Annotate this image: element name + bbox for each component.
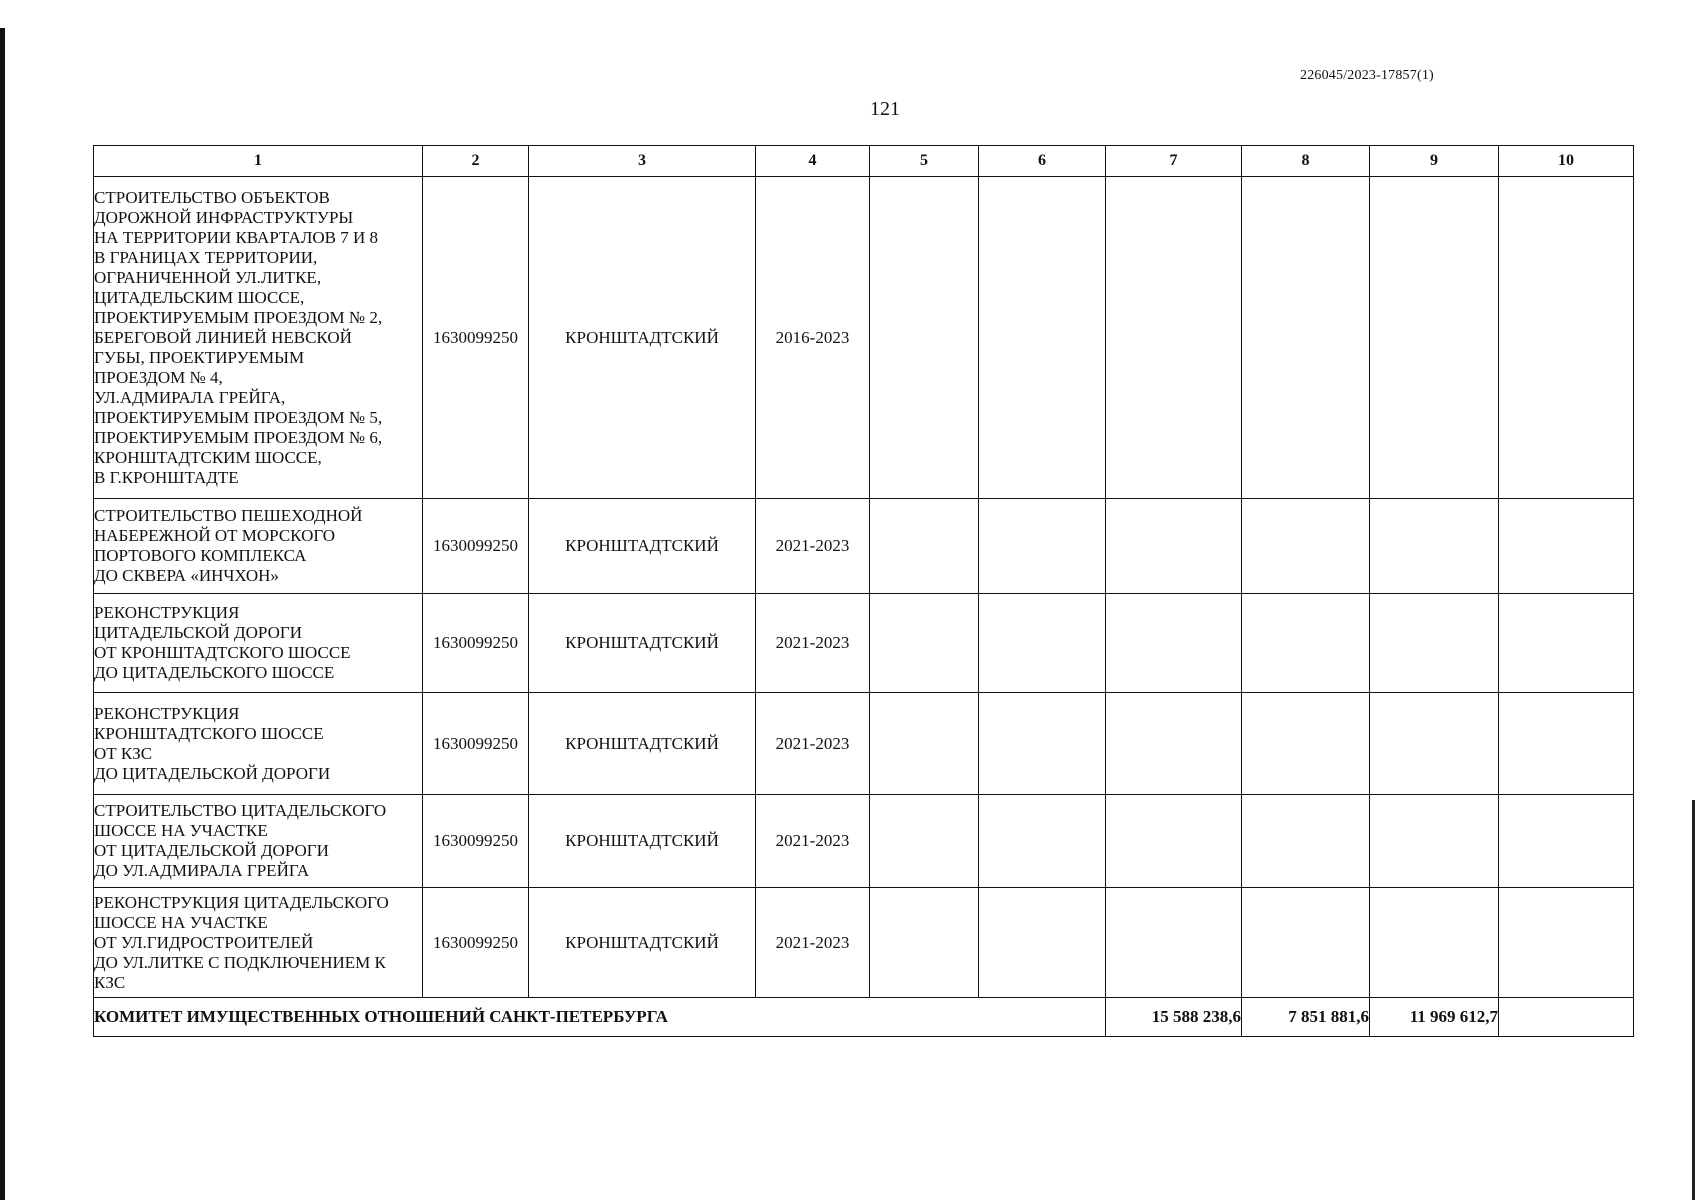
column-header: 7	[1106, 146, 1242, 177]
code-cell: 1630099250	[423, 693, 529, 795]
code-cell: 1630099250	[423, 888, 529, 998]
object-name-cell	[94, 594, 423, 693]
table-row	[94, 499, 1634, 594]
empty-cell	[979, 888, 1106, 998]
document-id: 226045/2023-17857(1)	[1300, 68, 1434, 83]
budget-table	[93, 145, 1634, 1037]
total-row	[94, 998, 1634, 1037]
period-cell: 2021-2023	[756, 693, 870, 795]
empty-cell	[1370, 594, 1499, 693]
object-name-cell	[94, 177, 423, 499]
empty-cell	[1499, 795, 1634, 888]
period-cell: 2016-2023	[756, 177, 870, 499]
code-cell: 1630099250	[423, 594, 529, 693]
object-name-cell	[94, 795, 423, 888]
code-cell: 1630099250	[423, 177, 529, 499]
object-name: РЕКОНСТРУКЦИЯ ЦИТАДЕЛЬСКОГО ШОССЕ НА УЧАСТКЕ ОТ УЛ.ГИДРОСТРОИТЕЛЕЙ ДО УЛ.ЛИТКЕ С ПОДКЛЮЧЕНИЕМ К КЗС	[94, 892, 389, 992]
empty-cell	[1370, 795, 1499, 888]
table-row	[94, 594, 1634, 693]
empty-cell	[1370, 693, 1499, 795]
table-row	[94, 795, 1634, 888]
empty-cell	[870, 795, 979, 888]
district-cell: КРОНШТАДТСКИЙ	[529, 888, 756, 998]
column-header: 2	[423, 146, 529, 177]
empty-cell	[870, 499, 979, 594]
table-row	[94, 888, 1634, 998]
empty-cell	[1370, 888, 1499, 998]
empty-cell	[1106, 177, 1242, 499]
page-number: 121	[870, 98, 900, 120]
empty-cell	[1499, 177, 1634, 499]
empty-cell	[979, 795, 1106, 888]
empty-cell	[870, 693, 979, 795]
table-row	[94, 693, 1634, 795]
column-header: 10	[1499, 146, 1634, 177]
scan-edge-left	[0, 28, 5, 1200]
empty-cell	[1242, 594, 1370, 693]
object-name-cell	[94, 693, 423, 795]
empty-cell	[1106, 499, 1242, 594]
empty-cell	[1106, 888, 1242, 998]
empty-cell	[1242, 693, 1370, 795]
empty-cell	[1499, 888, 1634, 998]
object-name: СТРОИТЕЛЬСТВО ОБЪЕКТОВ ДОРОЖНОЙ ИНФРАСТРУКТУРЫ НА ТЕРРИТОРИИ КВАРТАЛОВ 7 И 8 В ГРАНИЦАХ ТЕРРИТОРИИ, ОГРАНИЧЕННОЙ УЛ.ЛИТКЕ, ЦИТАДЕЛЬСКИМ ШОССЕ, ПРОЕКТИРУЕМЫМ ПРОЕЗДОМ № 2, БЕРЕГОВОЙ ЛИНИЕЙ НЕВСКОЙ ГУБЫ, ПРОЕКТИРУЕМЫМ ПРОЕЗДОМ № 4, УЛ.АДМИРАЛА ГРЕЙГА, ПРОЕКТИРУЕМЫМ ПРОЕЗДОМ № 5, ПРОЕКТИРУЕМЫМ ПРОЕЗДОМ № 6, КРОНШТАДТСКИМ ШОССЕ, В Г.КРОНШТАДТЕ	[94, 187, 383, 487]
column-header: 5	[870, 146, 979, 177]
total-col10	[1499, 998, 1634, 1037]
empty-cell	[1106, 594, 1242, 693]
object-name: СТРОИТЕЛЬСТВО ЦИТАДЕЛЬСКОГО ШОССЕ НА УЧАСТКЕ ОТ ЦИТАДЕЛЬСКОЙ ДОРОГИ ДО УЛ.АДМИРАЛА ГРЕЙГА	[94, 801, 387, 880]
empty-cell	[1499, 594, 1634, 693]
object-name: СТРОИТЕЛЬСТВО ПЕШЕХОДНОЙ НАБЕРЕЖНОЙ ОТ МОРСКОГО ПОРТОВОГО КОМПЛЕКСА ДО СКВЕРА «ИНЧХОН»	[94, 506, 363, 585]
object-name-cell	[94, 888, 423, 998]
table-row	[94, 177, 1634, 499]
total-col8: 7 851 881,6	[1242, 998, 1370, 1037]
empty-cell	[1242, 177, 1370, 499]
district-cell: КРОНШТАДТСКИЙ	[529, 795, 756, 888]
empty-cell	[979, 177, 1106, 499]
total-col9: 11 969 612,7	[1370, 998, 1499, 1037]
empty-cell	[1499, 499, 1634, 594]
empty-cell	[870, 177, 979, 499]
column-header: 8	[1242, 146, 1370, 177]
empty-cell	[1106, 693, 1242, 795]
object-name-cell	[94, 499, 423, 594]
column-header: 6	[979, 146, 1106, 177]
empty-cell	[1370, 499, 1499, 594]
column-header: 1	[94, 146, 423, 177]
empty-cell	[1242, 499, 1370, 594]
empty-cell	[979, 499, 1106, 594]
period-cell: 2021-2023	[756, 499, 870, 594]
column-header: 9	[1370, 146, 1499, 177]
code-cell: 1630099250	[423, 795, 529, 888]
period-cell: 2021-2023	[756, 888, 870, 998]
empty-cell	[979, 594, 1106, 693]
empty-cell	[1370, 177, 1499, 499]
period-cell: 2021-2023	[756, 594, 870, 693]
total-label: КОМИТЕТ ИМУЩЕСТВЕННЫХ ОТНОШЕНИЙ САНКТ-ПЕТЕРБУРГА	[94, 998, 1106, 1037]
district-cell: КРОНШТАДТСКИЙ	[529, 693, 756, 795]
empty-cell	[1106, 795, 1242, 888]
empty-cell	[870, 888, 979, 998]
column-header: 4	[756, 146, 870, 177]
district-cell: КРОНШТАДТСКИЙ	[529, 499, 756, 594]
empty-cell	[1499, 693, 1634, 795]
empty-cell	[1242, 795, 1370, 888]
object-name: РЕКОНСТРУКЦИЯ ЦИТАДЕЛЬСКОЙ ДОРОГИ ОТ КРОНШТАДТСКОГО ШОССЕ ДО ЦИТАДЕЛЬСКОГО ШОССЕ	[94, 603, 351, 682]
district-cell: КРОНШТАДТСКИЙ	[529, 594, 756, 693]
code-cell: 1630099250	[423, 499, 529, 594]
empty-cell	[979, 693, 1106, 795]
period-cell: 2021-2023	[756, 795, 870, 888]
object-name: РЕКОНСТРУКЦИЯ КРОНШТАДТСКОГО ШОССЕ ОТ КЗС ДО ЦИТАДЕЛЬСКОЙ ДОРОГИ	[94, 703, 331, 783]
empty-cell	[870, 594, 979, 693]
table-header-row	[94, 146, 1634, 177]
column-header: 3	[529, 146, 756, 177]
district-cell: КРОНШТАДТСКИЙ	[529, 177, 756, 499]
total-col7: 15 588 238,6	[1106, 998, 1242, 1037]
empty-cell	[1242, 888, 1370, 998]
